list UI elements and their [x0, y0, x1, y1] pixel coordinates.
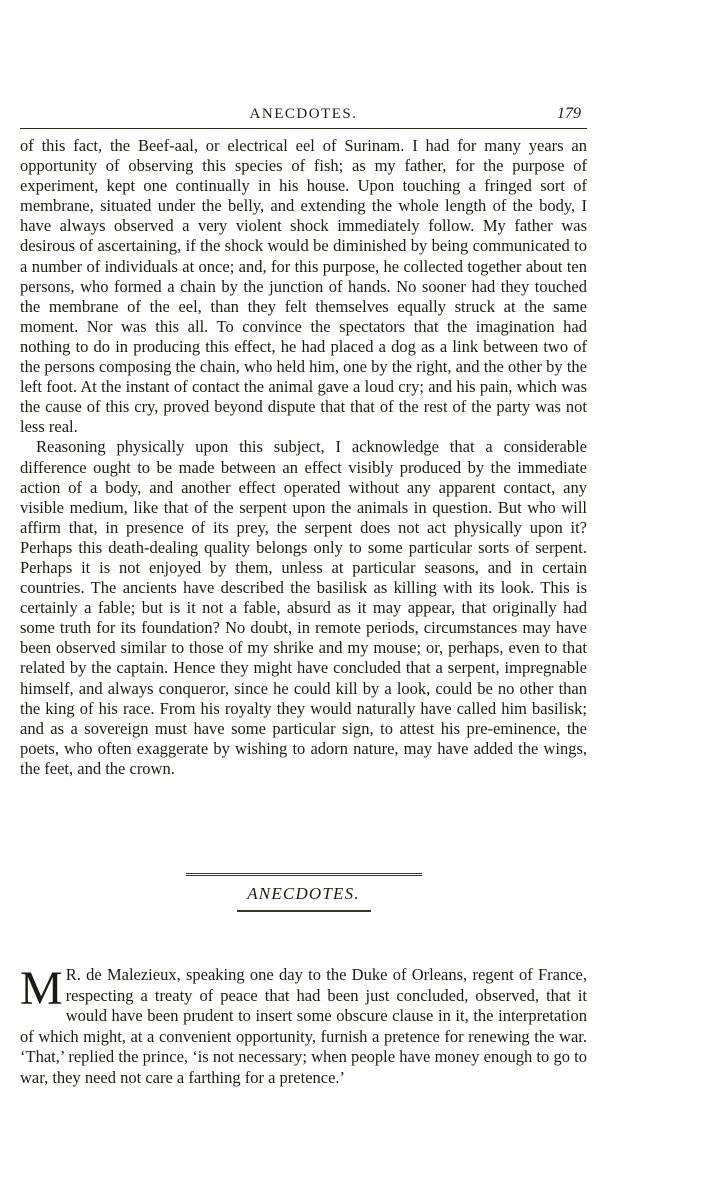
- drop-cap: M: [20, 962, 63, 1015]
- paragraph-reasoning: Reasoning physically upon this subject, I acknowledge that a considerable difference ought to be made between an effect visibly produced by the immediate action of a body, and another effect operated without any apparent contact, any visible medium, like that of the serpent upon the animals in question. But who will affirm that, in presence of its prey, the serpent does not act physically upon it? Perhaps this death-dealing quality belongs only to some particular sorts of serpent. Perhaps it is not enjoyed by them, unless at particular seasons, and in certain countries. The ancients have described the basilisk as killing with its look. This is certainly a fable; but is it not a fable, absurd as it may appear, that originally had some truth for its foundation? No doubt, in remote periods, circumstances may have been observed similar to those of my shrike and my mouse; or, perhaps, even to that related by the captain. Hence they might have concluded that a serpent, impregnable himself, and always conqueror, since he could kill by a look, could be no other than the king of his race. From his royalty they would naturally have called him basilisk; and as a sovereign must have some particular sign, to attest his pre-eminence, the poets, who often exaggerate by wishing to adorn nature, may have added the wings, the feet, and the crown.: [20, 437, 587, 778]
- title-underline: [237, 910, 371, 912]
- main-text: [20, 136, 587, 779]
- page-number: 179: [557, 105, 581, 122]
- running-header: [20, 106, 587, 126]
- section-separator: [186, 873, 422, 876]
- section-title: ANECDOTES.: [247, 884, 360, 903]
- anecdote-paragraph: [20, 962, 587, 1089]
- anecdote-text: [20, 962, 587, 1089]
- header-rule: [20, 128, 587, 129]
- anecdote-body: R. de Malezieux, speaking one day to the Duke of Orleans, regent of France, respecting a treaty of peace that had been just concluded, observed, that it would have been prudent to insert some obscure clause in it, the interpretation of which might, at a convenient opportunity, furnish a pretence for renewing the war. ‘That,’ replied the prince, ‘is not necessary; when people have money enough to go to war, they need not care a farthing for a pretence.’: [20, 965, 587, 1087]
- paragraph-eel: of this fact, the Beef-aal, or electrical eel of Surinam. I had for many years an opportunity of observing this species of fish; as my father, for the purpose of experiment, kept one continually in his house. Upon touching a fringed sort of membrane, situated under the belly, and extending the whole length of the body, I have always observed a very violent shock immediately follow. My father was desirous of ascertaining, if the shock would be diminished by being communicated to a number of individuals at once; and, for this purpose, he collected together about ten persons, who formed a chain by the junction of hands. No sooner had they touched the membrane of the eel, than they felt themselves equally struck at the same moment. Nor was this all. To convince the spectators that the imagination had nothing to do in producing this effect, he had placed a dog as a link between two of the persons composing the chain, who held him, one by the right, and the other by the left foot. At the instant of contact the animal gave a loud cry; and his pain, which was the cause of this cry, proved beyond dispute that that of the rest of the party was not less real.: [20, 136, 587, 437]
- running-title: ANECDOTES.: [249, 106, 358, 122]
